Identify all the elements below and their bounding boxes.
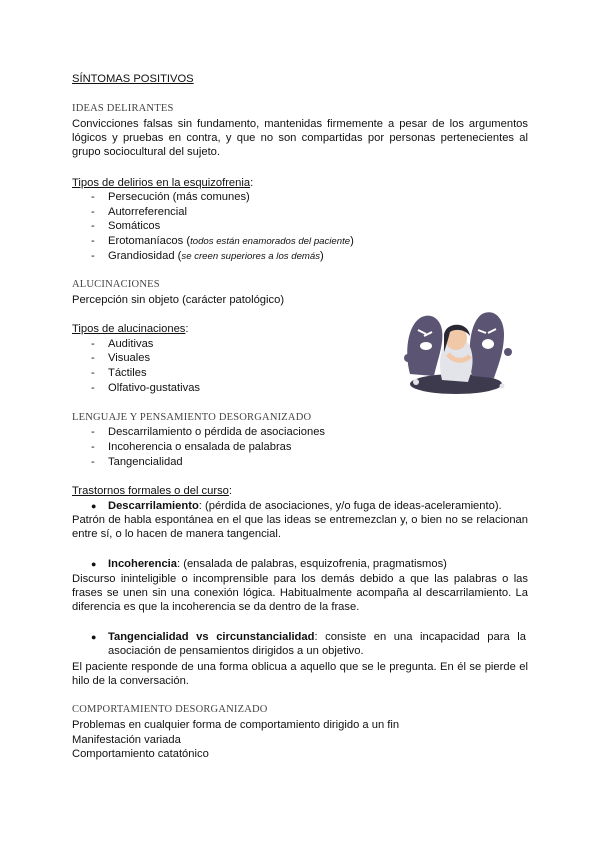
dash-marker: - xyxy=(91,235,95,247)
tangencialidad-paragraph: El paciente responde de una forma oblicua a aquello que se le pregunta. En él se pierde el hilo de la conversación. xyxy=(72,661,528,687)
comp-line: Problemas en cualquier forma de comportamiento dirigido a un fin xyxy=(72,719,400,731)
aluc-item: Olfativo-gustativas xyxy=(108,382,201,394)
comp-line: Comportamiento catatónico xyxy=(72,748,209,760)
comp-heading: COMPORTAMIENTO DESORGANIZADO xyxy=(72,704,268,715)
dash-marker: - xyxy=(91,456,95,468)
dash-marker: - xyxy=(91,367,95,379)
descarrilamiento-paragraph: Patrón de habla espontánea en el que las ideas se entremezclan y, o bien no se relacionan entre sí, o lo hacen de manera tangencial. xyxy=(72,514,528,540)
ghost-left-hand xyxy=(404,354,412,362)
ideas-heading: IDEAS DELIRANTES xyxy=(72,103,174,114)
dash-marker: - xyxy=(91,352,95,364)
bullet-marker: ● xyxy=(91,559,97,569)
aluc-item: Táctiles xyxy=(108,367,147,379)
delirio-item: Grandiosidad (se creen superiores a los demás) xyxy=(108,250,324,262)
aluc-definition: Percepción sin objeto (carácter patológico) xyxy=(72,294,285,306)
ghost-left-mouth xyxy=(420,342,432,350)
bullet-descarrilamiento: Descarrilamiento: (pérdida de asociaciones, y/o fuga de ideas-aceleramiento). xyxy=(108,500,502,512)
aluc-item: Auditivas xyxy=(108,338,154,350)
delirio-item: Persecución (más comunes) xyxy=(108,191,250,203)
bullet-marker: ● xyxy=(91,501,97,511)
dash-marker: - xyxy=(91,206,95,218)
incoherencia-paragraph: Discurso ininteligible o incomprensible para los demás debido a que las palabras o las frases se unen sin una conexión lógica. Habitualmente acompaña al descarrilamiento. La diferencia es que la incoherencia se da dentro de la frase. xyxy=(72,573,528,613)
bullet-marker: ● xyxy=(91,632,97,642)
dash-marker: - xyxy=(91,426,95,438)
aluc-item: Visuales xyxy=(108,352,151,364)
dash-marker: - xyxy=(91,191,95,203)
delirio-item: Autorreferencial xyxy=(108,206,187,218)
page-title: SÍNTOMAS POSITIVOS xyxy=(72,73,194,85)
dash-marker: - xyxy=(91,382,95,394)
ideas-definition: Convicciones falsas sin fundamento, mantenidas firmemente a pesar de los argumentos lógicos y pruebas en contra, y que no son compartidas por personas pertenecientes al grupo sociocultural del sujeto. xyxy=(72,118,528,158)
bullet-tangencialidad: Tangencialidad vs circunstancialidad: consiste en una incapacidad para la asociación de pensamientos dirigidos a un objetivo. xyxy=(108,631,526,657)
dash-marker: - xyxy=(91,441,95,453)
aluc-heading: ALUCINACIONES xyxy=(72,279,160,290)
dash-marker: - xyxy=(91,250,95,262)
dash-marker: - xyxy=(91,338,95,350)
delirio-item: Erotomaníacos (todos están enamorados del paciente) xyxy=(108,235,354,247)
aluc-types-title: Tipos de alucinaciones: xyxy=(72,323,189,335)
decor-dot xyxy=(500,384,505,389)
delirio-item: Somáticos xyxy=(108,220,161,232)
lenguaje-heading: LENGUAJE Y PENSAMIENTO DESORGANIZADO xyxy=(72,412,312,423)
ghost-right-mouth xyxy=(482,339,494,349)
lenguaje-item: Incoherencia o ensalada de palabras xyxy=(108,441,292,453)
ghost-right-hand xyxy=(504,348,512,356)
decor-dot xyxy=(413,379,419,385)
lenguaje-item: Descarrilamiento o pérdida de asociaciones xyxy=(108,426,326,438)
bullet-incoherencia: Incoherencia: (ensalada de palabras, esquizofrenia, pragmatismos) xyxy=(108,558,447,570)
comp-line: Manifestación variada xyxy=(72,734,181,746)
trastornos-title: Trastornos formales o del curso: xyxy=(72,485,233,497)
dash-marker: - xyxy=(91,220,95,232)
ideas-types-title: Tipos de delirios en la esquizofrenia: xyxy=(72,177,254,189)
lenguaje-item: Tangencialidad xyxy=(108,456,183,468)
hallucination-illustration xyxy=(398,296,516,396)
